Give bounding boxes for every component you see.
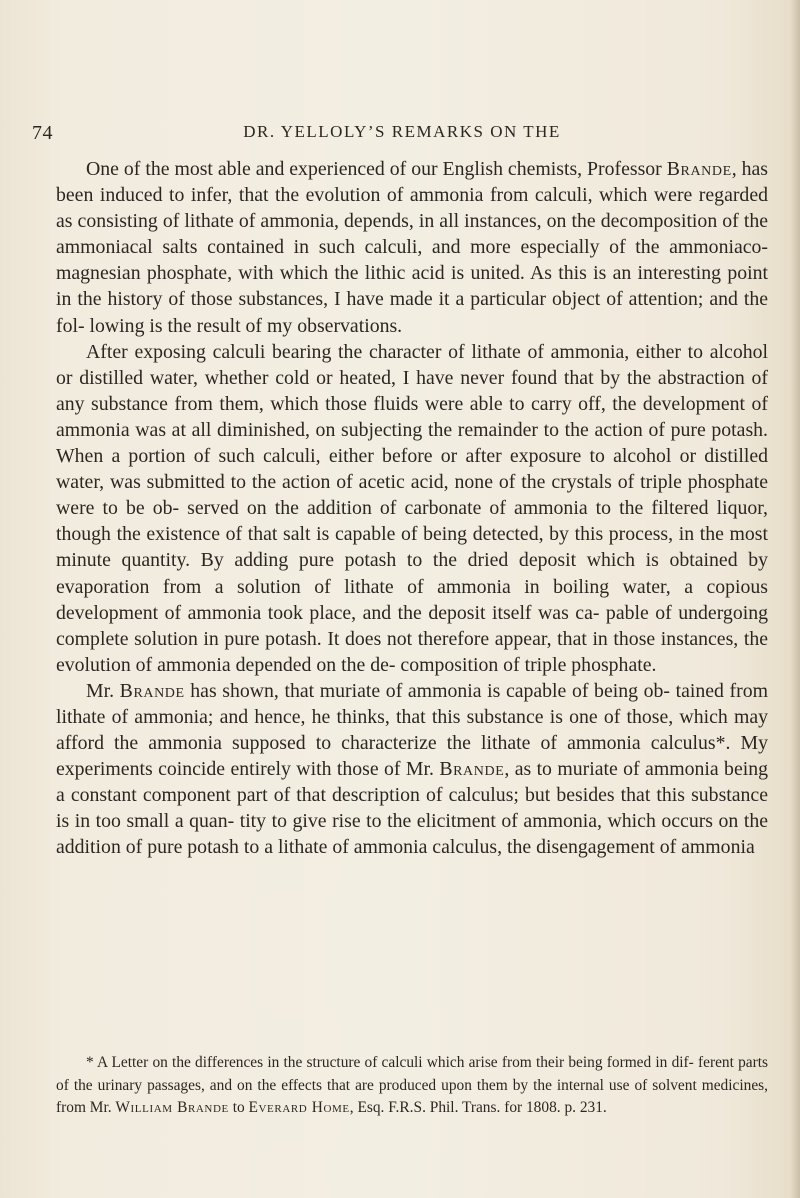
body-text (56, 156, 768, 861)
running-head: DR. YELLOLY’S REMARKS ON THE (243, 122, 561, 141)
footnote-text-e: , Esq. F.R.S. Phil. Trans. for 1808. p. 231. (349, 1099, 607, 1117)
paragraph-3-text-e: , as to muriate of ammonia being a constant component part of that description of calculus; but besides that this substance is in too small a quan- tity to give rise to the elicitment of ammonia, which occurs on the addition of pure potash to a lithate of ammonia calculus, the disengagement of ammonia (56, 758, 768, 859)
footnote-text-a: * A Letter on the differences in the structure of calculi which arise from their being formed in dif- ferent parts of the urinary passages, and on the effects that are produced upon them by the internal use of solvent medicines, from Mr. (56, 1054, 768, 1117)
page-header (32, 122, 772, 148)
page-number: 74 (32, 122, 53, 144)
paragraph-2: After exposing calculi bearing the character of lithate of ammonia, either to alcohol or distilled water, whether cold or heated, I have never found that by the abstraction of any substance from them, which those fluids were able to carry off, the development of ammonia was at all diminished, on subjecting the remainder to the action of pure potash. When a portion of such calculi, either before or after exposure to alcohol or distilled water, was submitted to the action of acetic acid, none of the crystals of triple phosphate were to be ob- served on the addition of carbonate of ammonia to the filtered liquor, though the existence of that salt is capable of being detected, by this process, in the most minute quantity. By adding pure potash to the dried deposit which is obtained by evaporation from a solution of lithate of ammonia in boiling water, a copious development of ammonia took place, and the deposit itself was ca- pable of undergoing complete solution in pure potash. It does not therefore appear, that in those instances, the evolution of ammonia depended on the de- composition of triple phosphate. (56, 340, 768, 676)
footnote (56, 1052, 768, 1120)
paragraph-3-text-a: Mr. (86, 679, 120, 702)
name-everard-home: Everard Home (248, 1099, 350, 1117)
paragraph-3-text-c: has shown, that muriate of ammonia is capable of being ob- tained from lithate of ammonia; and hence, he thinks, that this substance is one of those, which may afford the ammonia supposed to characterize the lithate of ammonia calculus*. My experiments coincide entirely with those of Mr. (56, 679, 768, 781)
paragraph-1 (56, 156, 768, 339)
paragraph-3 (56, 678, 768, 861)
footnote-text-c: to (228, 1099, 249, 1117)
name-brande: Brande (666, 158, 732, 180)
footnote-text (56, 1052, 768, 1120)
paragraph-1-text-a: One of the most able and experienced of our English chemists, Professor (86, 158, 667, 180)
name-brande: Brande (119, 679, 185, 702)
paragraph-1-text-c: , has been induced to infer, that the evolution of ammonia from calculi, which were regarded as consisting of lithate of ammonia, depends, in all instances, on the decomposition of the ammoniacal salts contained in such calculi, and more especially of the ammoniaco-magnesian phosphate, with which the lithic acid is united. As this is an interesting point in the history of those substances, I have made it a particular object of attention; and the fol- lowing is the result of my observations. (56, 158, 768, 337)
page-edge-shadow (790, 0, 800, 1198)
name-brande: Brande (439, 758, 505, 781)
name-william-brande: William Brande (115, 1099, 229, 1117)
